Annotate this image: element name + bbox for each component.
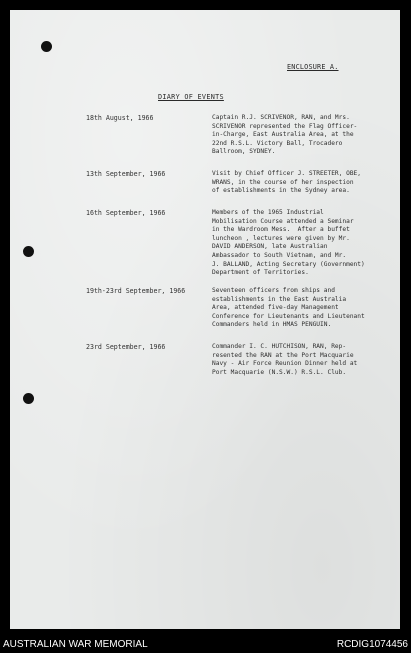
entry-text: Visit by Chief Officer J. STREETER, OBE, WRANS, in the course of her inspection of establishments in the Sydney area. [212, 170, 362, 195]
footer-source: AUSTRALIAN WAR MEMORIAL [3, 639, 148, 650]
footer-record-id: RCDIG1074456 [336, 639, 408, 650]
punch-hole-middle [23, 246, 34, 257]
archive-footer [0, 636, 411, 653]
enclosure-label: ENCLOSURE A. [287, 63, 339, 71]
entry-text: Commander I. C. HUTCHISON, RAN, Rep- resented the RAN at the Port Macquarie Navy - Air Force Reunion Dinner held at Port Macquarie (N.S.W.) R.S.L. Club. [212, 343, 358, 376]
document-page [10, 10, 400, 629]
entry-date: 19th-23rd September, 1966 [86, 287, 186, 295]
entry-text: Seventeen officers from ships and establishments in the East Australia Area, attended five-day Management Conference for Lieutenants and Lieutenant Commanders held in HMAS PENGUIN. [212, 287, 365, 329]
punch-hole-top [41, 41, 52, 52]
punch-hole-bottom [23, 393, 34, 404]
entry-date: 16th September, 1966 [86, 209, 166, 217]
page-title: DIARY OF EVENTS [158, 93, 224, 101]
entry-date: 13th September, 1966 [86, 170, 166, 178]
entry-date: 18th August, 1966 [86, 114, 154, 122]
entry-date: 23rd September, 1966 [86, 343, 166, 351]
entry-text: Members of the 1965 Industrial Mobilisation Course attended a Seminar in the Wardroom Mess. After a buffet luncheon , lectures were given by Mr. DAVID ANDERSON, late Australian Ambassador to South Vietnam, and Mr. J. BALLAND, Acting Secretary (Government) Department of Territories. [212, 209, 365, 277]
entry-text: Captain R.J. SCRIVENOR, RAN, and Mrs. SCRIVENOR represented the Flag Officer- in-Charge, East Australia Area, at the 22nd R.S.L. Victory Ball, Trocadero Ballroom, SYDNEY. [212, 114, 358, 156]
